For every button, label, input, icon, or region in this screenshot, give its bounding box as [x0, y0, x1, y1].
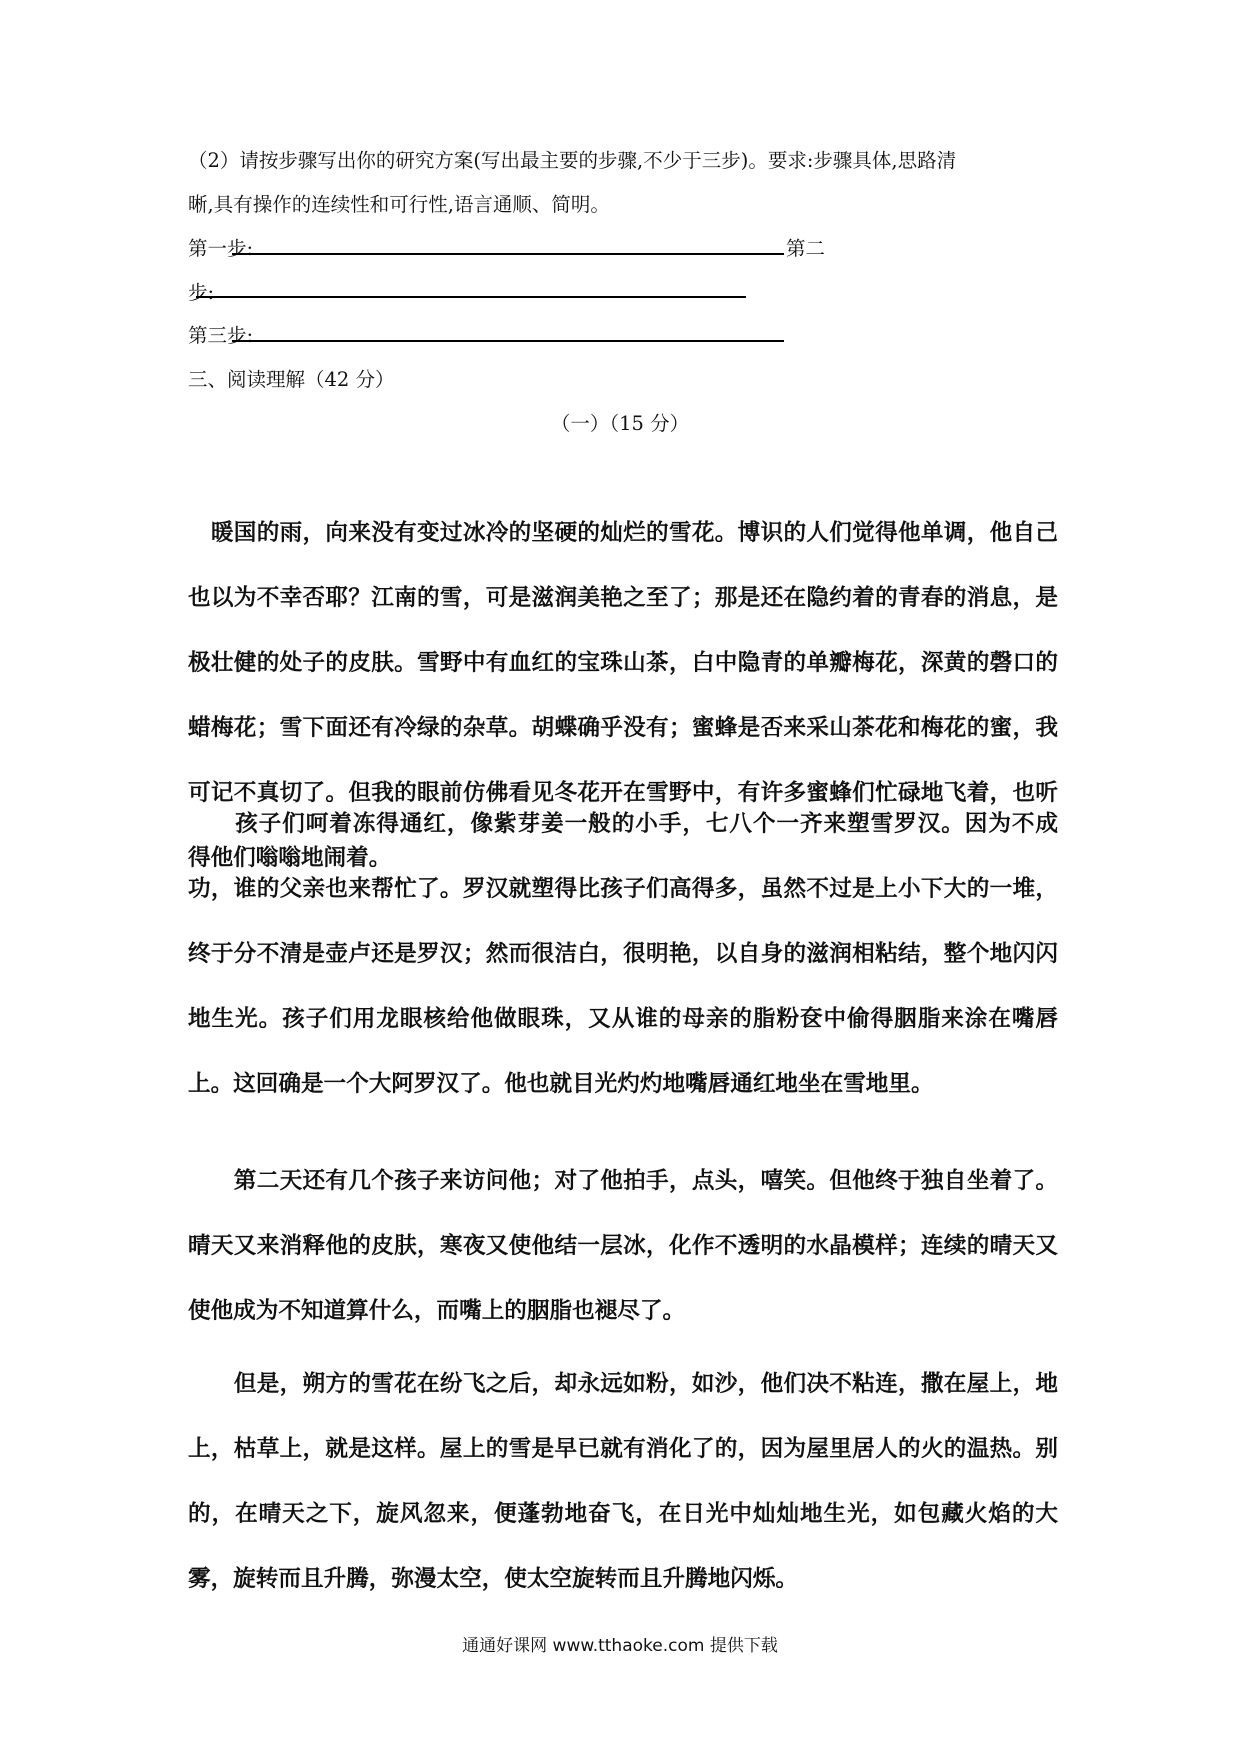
passage-paragraph-4: [188, 1352, 1058, 1612]
step-3-label: 第三步:: [188, 324, 254, 347]
section-title: 三、阅读理解（42 分）: [188, 368, 395, 391]
paragraph-text: 暖国的雨，向来没有变过冰冷的坚硬的灿烂的雪花。博识的人们觉得他单调，他自己也以为不幸否耶？江南的雪，可是滋润美艳之至了；那是还在隐约着的青春的消息，是极壮健的处子的皮肤。雪野中有血红的宝珠山茶，白中隐青的单瓣梅花，深黄的磬口的蜡梅花；雪下面还有冷绿的杂草。胡蝶确乎没有；蜜蜂是否来采山茶花和梅花的蜜，我可记不真切了。但我的眼前仿佛看见冬花开在雪野中，有许多蜜蜂们忙碌地飞着，也听得他们嗡嗡地闹着。: [188, 520, 1058, 871]
step-3-answer-line[interactable]: [232, 340, 784, 342]
page-footer: 通通好课网 www.tthaoke.com 提供下载: [462, 1636, 778, 1656]
step-1-answer-line[interactable]: [232, 253, 784, 255]
step-1-label: 第一步:: [188, 237, 254, 260]
step-2-answer-line[interactable]: [196, 296, 746, 298]
paragraph-text: 第二天还有几个孩子来访问他；对了他拍手，点头，嘻笑。但他终于独自坐着了。晴天又来消释他的皮肤，寒夜又使他结一层冰，化作不透明的水晶模样；连续的晴天又使他成为不知道算什么，而嘴上的胭脂也褪尽了。: [188, 1168, 1058, 1324]
paragraph-text: 但是，朔方的雪花在纷飞之后，却永远如粉，如沙，他们决不粘连，撒在屋上，地上，枯草上，就是这样。屋上的雪是早已就有消化了的，因为屋里居人的火的温热。别的，在晴天之下，旋风忽来，便蓬勃地奋飞，在日光中灿灿地生光，如包藏火焰的大雾，旋转而且升腾，弥漫太空，使太空旋转而且升腾地闪烁。: [188, 1371, 1058, 1592]
section-subtitle: （一）（15 分）: [550, 412, 690, 435]
question-2-line-2: 晰,具有操作的连续性和可行性,语言通顺、简明。: [188, 193, 610, 216]
step-2-label-start: 第二: [786, 237, 826, 260]
passage-paragraph-2: [188, 792, 1058, 1117]
passage-paragraph-3: [188, 1149, 1058, 1344]
paragraph-text: 孩子们呵着冻得通红，像紫芽姜一般的小手，七八个一齐来塑雪罗汉。因为不成功，谁的父亲也来帮忙了。罗汉就塑得比孩子们高得多，虽然不过是上小下大的一堆，终于分不清是壶卢还是罗汉；然而很洁白，很明艳，以自身的滋润相粘结，整个地闪闪地生光。孩子们用龙眼核给他做眼珠，又从谁的母亲的脂粉奁中偷得胭脂来涂在嘴唇上。这回确是一个大阿罗汉了。他也就目光灼灼地嘴唇通红地坐在雪地里。: [188, 811, 1058, 1097]
step-2-label-end: 步:: [188, 281, 215, 304]
question-2-line-1: （2）请按步骤写出你的研究方案(写出最主要的步骤,不少于三步)。要求:步骤具体,思路清: [188, 149, 957, 172]
